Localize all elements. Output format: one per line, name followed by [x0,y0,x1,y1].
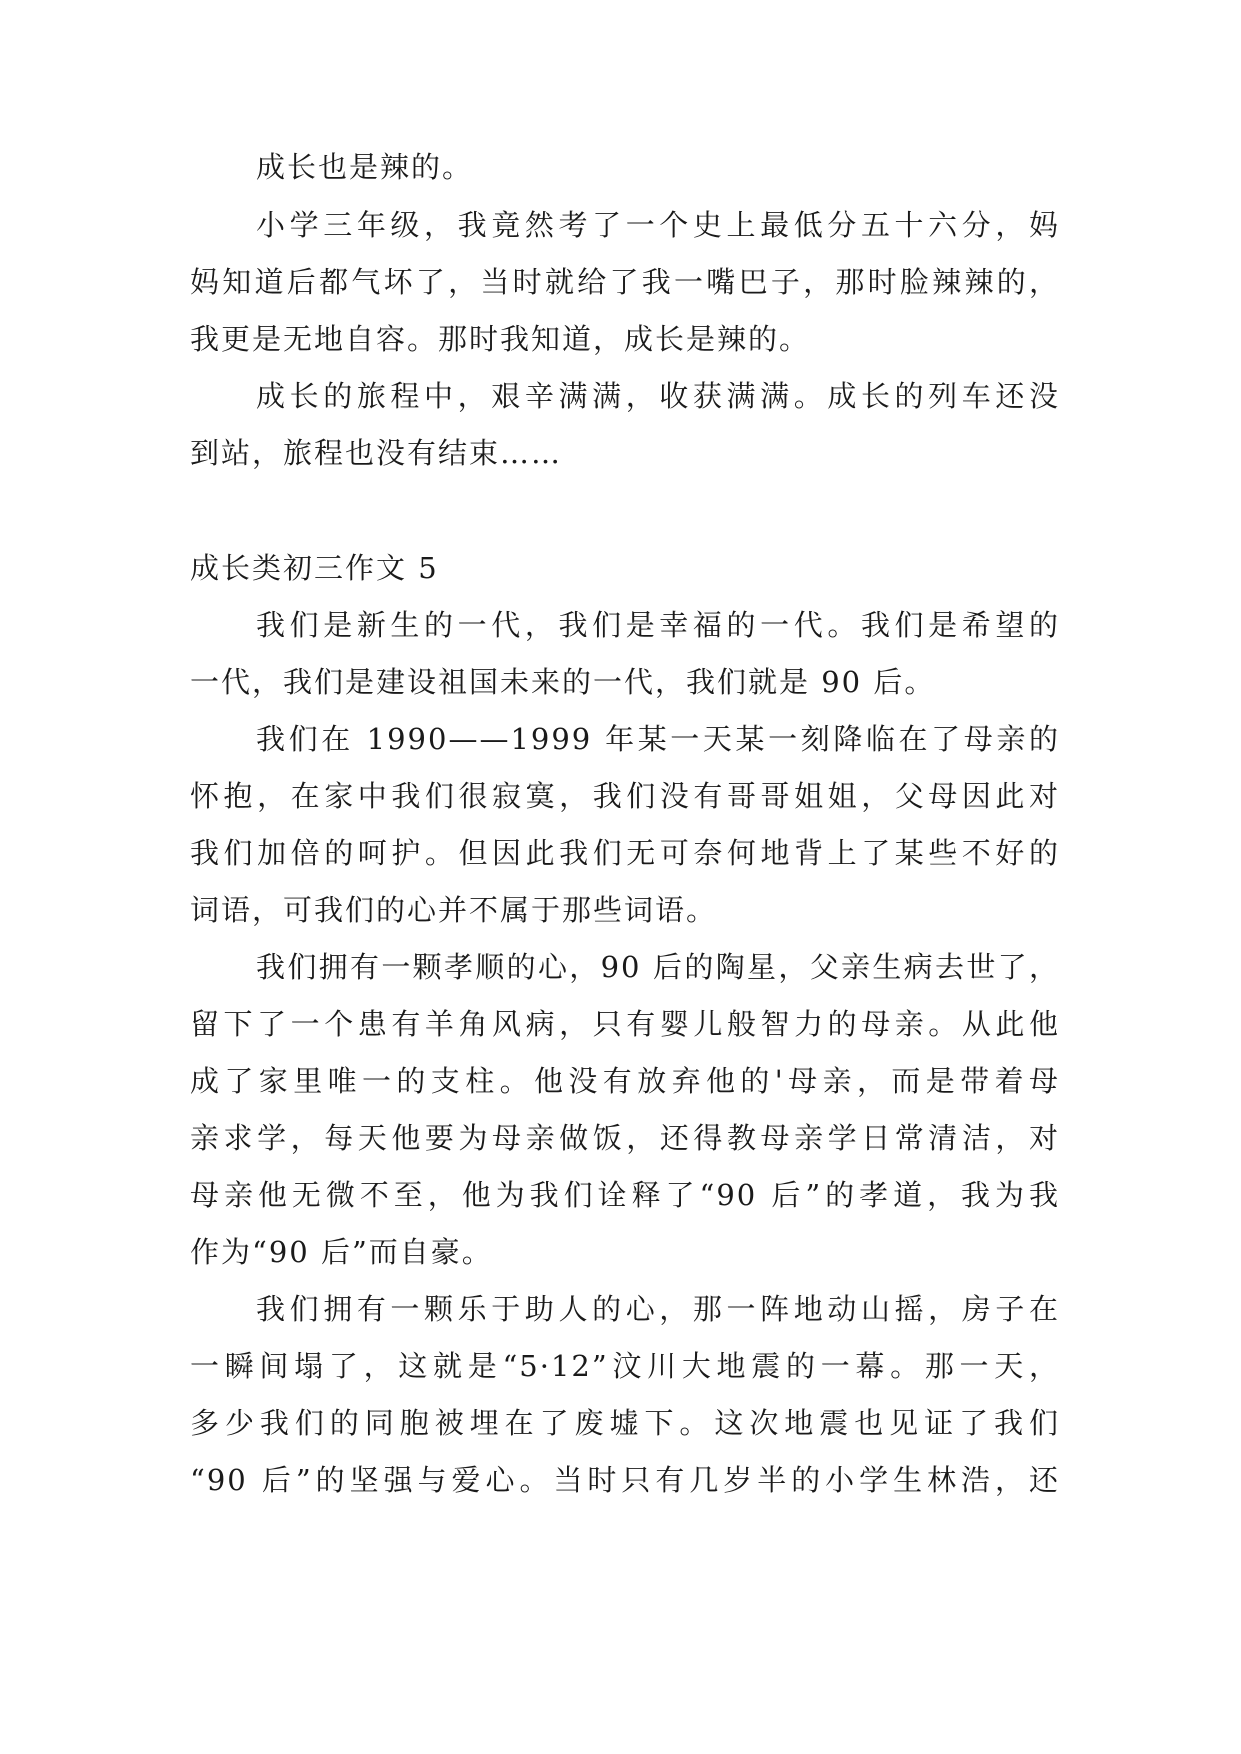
text-line: 一瞬间塌了，这就是“5·12”汶川大地震的一幕。那一天， [190,1349,1060,1383]
text-line: 一代，我们是建设祖国未来的一代，我们就是 90 后。 [190,665,936,699]
text-line: 小学三年级，我竟然考了一个史上最低分五十六分，妈 [256,208,1060,242]
text-line: 留下了一个患有羊角风病，只有婴儿般智力的母亲。从此他 [190,1007,1060,1041]
text-line: 我们拥有一颗孝顺的心，90 后的陶星，父亲生病去世了， [256,950,1060,984]
text-line: 成长也是辣的。 [256,150,474,184]
text-line: 我们拥有一颗乐于助人的心，那一阵地动山摇，房子在 [256,1292,1060,1326]
text-line: 怀抱，在家中我们很寂寞，我们没有哥哥姐姐，父母因此对 [190,779,1060,813]
text-line: 母亲他无微不至，他为我们诠释了“90 后”的孝道，我为我 [190,1178,1060,1212]
text-line: 到站，旅程也没有结束…… [190,436,563,470]
text-line: “90 后”的坚强与爱心。当时只有几岁半的小学生林浩，还 [190,1463,1060,1497]
text-line: 我更是无地自容。那时我知道，成长是辣的。 [190,322,811,356]
text-line: 多少我们的同胞被埋在了废墟下。这次地震也见证了我们 [190,1406,1060,1440]
text-line: 我们是新生的一代，我们是幸福的一代。我们是希望的 [256,608,1060,642]
text-line: 妈知道后都气坏了，当时就给了我一嘴巴子，那时脸辣辣的， [190,265,1060,299]
section-heading: 成长类初三作文 5 [190,551,439,585]
text-line: 我们在 1990——1999 年某一天某一刻降临在了母亲的 [256,722,1060,756]
text-line: 我们加倍的呵护。但因此我们无可奈何地背上了某些不好的 [190,836,1060,870]
text-line: 成长的旅程中，艰辛满满，收获满满。成长的列车还没 [256,379,1060,413]
text-line: 词语，可我们的心并不属于那些词语。 [190,893,718,927]
text-line: 亲求学，每天他要为母亲做饭，还得教母亲学日常清洁，对 [190,1121,1060,1155]
text-line: 作为“90 后”而自豪。 [190,1235,493,1269]
text-line: 成了家里唯一的支柱。他没有放弃他的'母亲，而是带着母 [190,1064,1060,1098]
